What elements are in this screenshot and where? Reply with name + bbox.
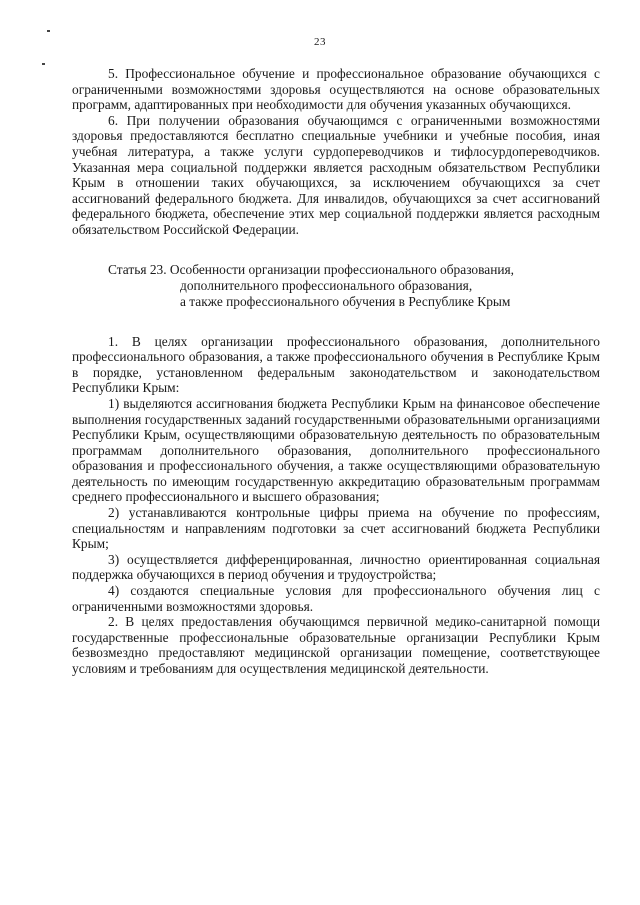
document-body — [72, 66, 600, 677]
article-paragraph-2: 2. В целях предоставления обучающимся первичной медико-санитарной помощи государственные профессиональные образовательные организации Республики Крым безвозмездно предоставляют медицинской организации помещение, соответствующее условиям и требованиям для осуществления медицинской деятельности. — [72, 614, 600, 676]
article-heading-line-2: дополнительного профессионального образования, — [180, 277, 473, 293]
paragraph-6: 6. При получении образования обучающимся с ограниченными возможностями здоровья предоставляются бесплатно специальные учебники и учебные пособия, иная учебная литература, а также услуги сурдопереводчиков и тифлосурдопереводчиков. Указанная мера социальной поддержки является расходным обязательством Республики Крым в отношении таких обучающихся, за исключением обучающихся за счет ассигнований федерального бюджета. Для инвалидов, обучающихся за счет ассигнований федерального бюджета, обеспечение этих мер социальной поддержки является расходным обязательством Российской Федерации. — [72, 112, 600, 237]
article-heading-line-3: а также профессионального обучения в Республике Крым — [180, 293, 511, 309]
article-item-4: 4) создаются специальные условия для профессионального обучения лиц с ограниченными возможностями здоровья. — [72, 583, 600, 614]
article-item-2: 2) устанавливаются контрольные цифры приема на обучение по профессиям, специальностям и направлениям подготовки за счет ассигнований бюджета Республики Крым; — [72, 505, 600, 552]
page-number: 23 — [314, 36, 326, 48]
article-item-3: 3) осуществляется дифференцированная, личностно ориентированная социальная поддержка обучающихся в период обучения и трудоустройства; — [72, 551, 600, 583]
article-heading-line-1: Статья 23. Особенности организации профессионального образования, — [108, 261, 515, 277]
article-item-1: 1) выделяются ассигнования бюджета Республики Крым на финансовое обеспечение выполнения государственных заданий государственными образовательными организациями Республики Крым, осуществляющими образовательную деятельность по образовательным программам дополнительного образования, дополнительного профессионального образования и профессионального обучения, а также осуществляющими образовательную деятельность по имеющим государственную аккредитацию образовательным программам среднего профессионального и высшего образования; — [72, 395, 600, 505]
article-23-heading — [72, 262, 600, 310]
article-paragraph-1: 1. В целях организации профессионального образования, дополнительного профессионального образования, а также профессионального обучения в Республике Крым в порядке, установленном федеральным законодательством и законодательством Республики Крым: — [72, 333, 600, 396]
paragraph-5: 5. Профессиональное обучение и профессиональное образование обучающихся с ограниченными возможностями здоровья осуществляются на основе образовательных программ, адаптированных при необходимости для обучения указанных обучающихся. — [72, 66, 600, 113]
scan-speck — [42, 63, 45, 65]
scan-speck — [47, 30, 50, 32]
